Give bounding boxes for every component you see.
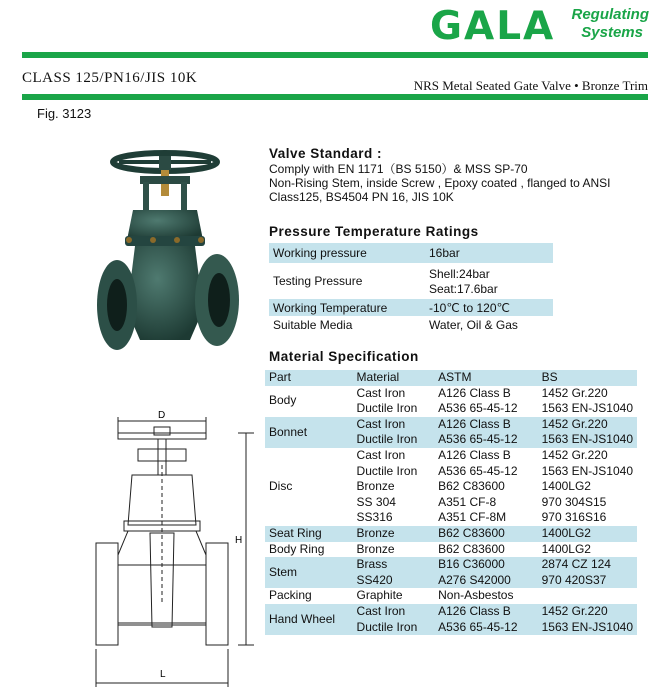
dimension-drawing <box>88 405 268 695</box>
material-cell: Ductile Iron <box>353 620 435 636</box>
column-header: Part <box>265 370 353 386</box>
dim-h-label: H <box>235 535 243 546</box>
standard-line: Comply with EN 1171（BS 5150）& MSS SP-70 <box>269 162 528 176</box>
part-cell: Disc <box>269 479 293 494</box>
pressure-value: Water, Oil & Gas <box>429 317 518 332</box>
material-cell: Cast Iron <box>353 604 435 620</box>
astm-cell: A126 Class B <box>438 385 511 400</box>
astm-cell: A126 Class B <box>434 417 537 433</box>
class-rating: CLASS 125/PN16/JIS 10K <box>22 70 198 86</box>
table-row <box>269 243 553 263</box>
material-cell: Cast Iron <box>356 385 406 400</box>
material-cell: SS 304 <box>356 494 396 509</box>
tagline-line-1: Regulating <box>571 6 649 23</box>
seat-pressure: Seat:17.6bar <box>429 282 498 296</box>
table-header-row <box>265 370 637 386</box>
product-subtitle: NRS Metal Seated Gate Valve • Bronze Trim <box>413 78 648 93</box>
part-cell: Hand Wheel <box>265 604 353 635</box>
tagline-line-2: Systems <box>581 24 643 41</box>
material-cell: Bronze <box>353 526 435 542</box>
bs-cell: 1452 Gr.220 <box>541 385 608 400</box>
material-cell: Cast Iron <box>353 417 435 433</box>
material-cell: Cast Iron <box>356 447 406 462</box>
table-row <box>269 316 553 333</box>
material-cell: Ductile Iron <box>353 432 435 448</box>
table-row <box>265 448 637 464</box>
valve-photo <box>95 140 245 380</box>
astm-cell: B62 C83600 <box>438 541 505 556</box>
pressure-value: 16bar <box>425 243 553 263</box>
astm-cell: B62 C83600 <box>438 479 505 494</box>
pressure-label: Testing Pressure <box>273 274 363 288</box>
brand-tagline <box>567 6 649 42</box>
valve-standard-text <box>269 162 649 204</box>
astm-cell: A536 65-45-12 <box>438 463 518 478</box>
column-header: ASTM <box>434 370 537 386</box>
pressure-title: Pressure Temperature Ratings <box>269 224 479 239</box>
bs-cell: 1563 EN-JS1040 <box>541 401 633 416</box>
table-row <box>265 417 637 433</box>
table-row <box>265 588 637 604</box>
standard-line: Class125, BS4504 PN 16, JIS 10K <box>269 190 454 204</box>
header-divider-bottom <box>22 94 648 100</box>
material-cell: Graphite <box>356 588 403 603</box>
bs-cell: 970 316S16 <box>541 510 607 525</box>
bs-cell: 1563 EN-JS1040 <box>541 463 633 478</box>
material-cell: Ductile Iron <box>356 401 418 416</box>
material-cell: Ductile Iron <box>356 463 418 478</box>
material-cell: Brass <box>353 557 435 573</box>
part-cell: Body <box>269 393 297 408</box>
table-row <box>265 557 637 573</box>
column-header: BS <box>538 370 637 386</box>
material-cell: SS420 <box>353 573 435 589</box>
pressure-value: -10℃ to 120℃ <box>425 299 553 316</box>
figure-number: Fig. 3123 <box>37 106 92 121</box>
material-cell: SS316 <box>356 510 393 525</box>
table-row <box>269 263 553 299</box>
astm-cell: Non-Asbestos <box>438 588 514 603</box>
shell-pressure: Shell:24bar <box>429 267 490 281</box>
pressure-label: Working Temperature <box>269 299 425 316</box>
astm-cell: A276 S42000 <box>434 573 537 589</box>
table-row <box>265 386 637 402</box>
column-header: Material <box>353 370 435 386</box>
table-row <box>265 604 637 620</box>
bs-cell: 970 420S37 <box>538 573 637 589</box>
bs-cell <box>538 588 637 604</box>
pressure-label: Suitable Media <box>273 317 353 332</box>
material-title: Material Specification <box>269 349 419 364</box>
part-cell: Packing <box>269 588 312 603</box>
standard-line: Non-Rising Stem, inside Screw , Epoxy coated , flanged to ANSI <box>269 176 611 190</box>
pressure-value <box>425 263 553 299</box>
bs-cell: 1563 EN-JS1040 <box>538 620 637 636</box>
astm-cell: B16 C36000 <box>434 557 537 573</box>
astm-cell: B62 C83600 <box>434 526 537 542</box>
astm-cell: A351 CF-8 <box>438 494 497 509</box>
dim-d-label: D <box>158 410 166 421</box>
pressure-label: Working pressure <box>269 243 425 263</box>
bs-cell: 1452 Gr.220 <box>538 417 637 433</box>
material-cell: Bronze <box>356 479 395 494</box>
part-cell: Seat Ring <box>265 526 353 542</box>
astm-cell: A536 65-45-12 <box>434 432 537 448</box>
brand-logo: GALA <box>430 4 556 49</box>
part-cell: Bonnet <box>265 417 353 448</box>
header-divider-top <box>22 52 648 58</box>
bs-cell: 1400LG2 <box>538 526 637 542</box>
bs-cell: 2874 CZ 124 <box>538 557 637 573</box>
bs-cell: 1563 EN-JS1040 <box>538 432 637 448</box>
astm-cell: A126 Class B <box>434 604 537 620</box>
astm-cell: A536 65-45-12 <box>434 620 537 636</box>
part-cell: Stem <box>265 557 353 588</box>
bs-cell: 1400LG2 <box>541 541 591 556</box>
valve-standard-title: Valve Standard : <box>269 146 383 161</box>
material-table <box>265 370 637 635</box>
table-row <box>269 299 553 316</box>
bs-cell: 970 304S15 <box>541 494 607 509</box>
bs-cell: 1400LG2 <box>541 479 591 494</box>
bs-cell: 1452 Gr.220 <box>541 447 608 462</box>
material-cell: Bronze <box>356 541 395 556</box>
astm-cell: A536 65-45-12 <box>438 401 518 416</box>
pressure-table <box>269 243 553 333</box>
bs-cell: 1452 Gr.220 <box>538 604 637 620</box>
dim-l-label: L <box>160 669 166 680</box>
astm-cell: A351 CF-8M <box>438 510 507 525</box>
part-cell: Body Ring <box>269 541 325 556</box>
table-row <box>265 542 637 558</box>
table-row <box>265 526 637 542</box>
astm-cell: A126 Class B <box>438 447 511 462</box>
